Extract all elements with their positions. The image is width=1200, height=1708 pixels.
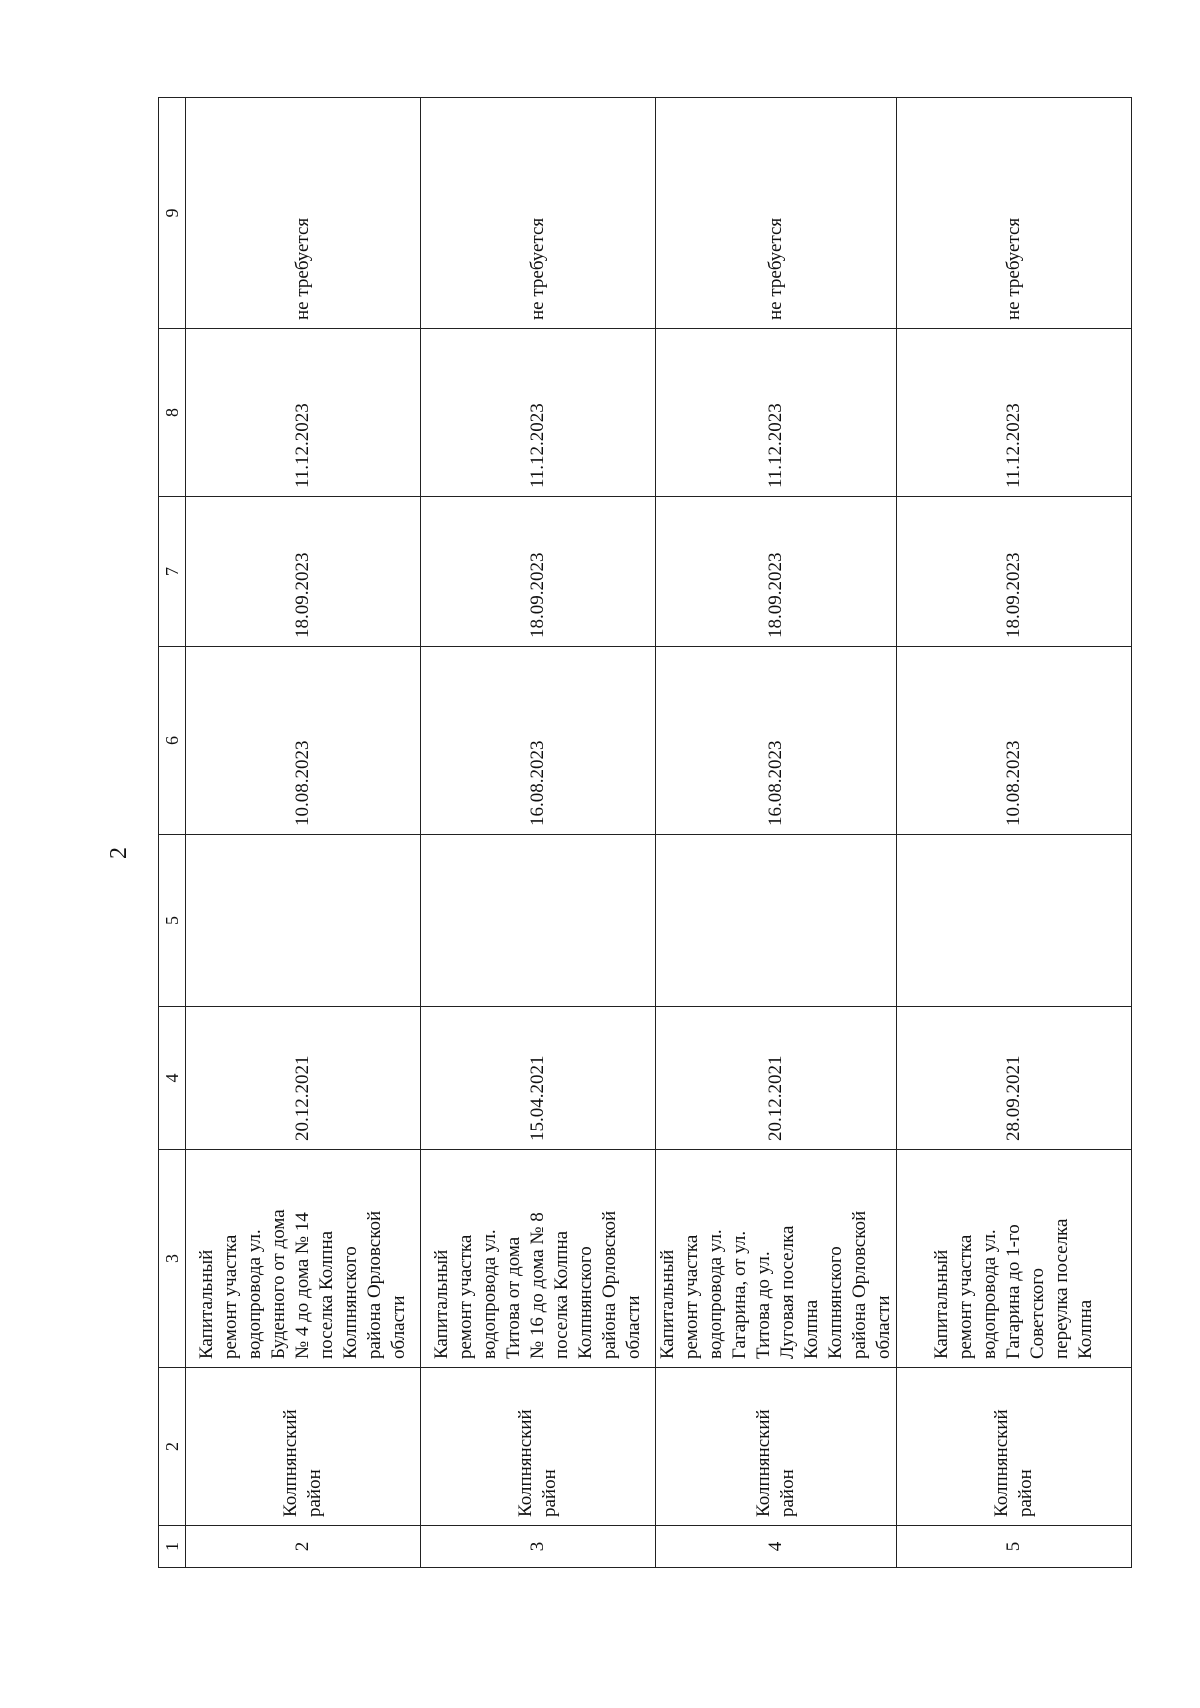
object-description-cell: Капитальный ремонт участка водопровода ул. Гагарина до 1-го Советского переулка поселка Колпна	[897, 1150, 1132, 1368]
note-cell: не требуется	[421, 98, 656, 329]
row-number: 4	[656, 1526, 897, 1568]
col5-cell	[897, 835, 1132, 1007]
date-col8-cell: 11.12.2023	[186, 329, 421, 497]
table-row	[656, 98, 897, 1568]
col5-cell	[656, 835, 897, 1007]
date-col4-cell: 20.12.2021	[656, 1007, 897, 1150]
header-cell-5: 5	[159, 835, 186, 1007]
header-cell-2: 2	[159, 1368, 186, 1526]
table-row	[897, 98, 1132, 1568]
district-cell: Колпнянский район	[421, 1368, 656, 1526]
header-cell-6: 6	[159, 647, 186, 835]
date-col7-cell: 18.09.2023	[656, 497, 897, 647]
header-cell-4: 4	[159, 1007, 186, 1150]
header-cell-7: 7	[159, 497, 186, 647]
note-cell: не требуется	[656, 98, 897, 329]
note-cell: не требуется	[897, 98, 1132, 329]
date-col4-cell: 20.12.2021	[186, 1007, 421, 1150]
date-col6-cell: 16.08.2023	[656, 647, 897, 835]
row-number: 2	[186, 1526, 421, 1568]
date-col6-cell: 10.08.2023	[897, 647, 1132, 835]
header-cell-8: 8	[159, 329, 186, 497]
object-description-cell: Капитальный ремонт участка водопровода ул. Буденного от дома № 4 до дома № 14 поселка Колпна Колпнянского района Орловской области	[186, 1150, 421, 1368]
row-number: 3	[421, 1526, 656, 1568]
repair-schedule-table	[158, 97, 1132, 1568]
header-cell-1: 1	[159, 1526, 186, 1568]
date-col8-cell: 11.12.2023	[656, 329, 897, 497]
date-col7-cell: 18.09.2023	[421, 497, 656, 647]
table-row	[186, 98, 421, 1568]
date-col6-cell: 10.08.2023	[186, 647, 421, 835]
date-col7-cell: 18.09.2023	[186, 497, 421, 647]
page-number: 2	[106, 847, 132, 859]
header-cell-9: 9	[159, 98, 186, 329]
district-cell: Колпнянский район	[186, 1368, 421, 1526]
district-cell: Колпнянский район	[897, 1368, 1132, 1526]
header-cell-3: 3	[159, 1150, 186, 1368]
table-container	[158, 98, 1128, 1568]
district-cell: Колпнянский район	[656, 1368, 897, 1526]
date-col4-cell: 28.09.2021	[897, 1007, 1132, 1150]
object-description-cell: Капитальный ремонт участка водопровода ул. Гагарина, от ул. Титова до ул. Луговая поселка Колпна Колпнянского района Орловской области	[656, 1150, 897, 1368]
row-number: 5	[897, 1526, 1132, 1568]
col5-cell	[186, 835, 421, 1007]
date-col4-cell: 15.04.2021	[421, 1007, 656, 1150]
date-col8-cell: 11.12.2023	[421, 329, 656, 497]
note-cell: не требуется	[186, 98, 421, 329]
date-col6-cell: 16.08.2023	[421, 647, 656, 835]
date-col8-cell: 11.12.2023	[897, 329, 1132, 497]
col5-cell	[421, 835, 656, 1007]
table-row	[421, 98, 656, 1568]
header-row	[159, 98, 186, 1568]
date-col7-cell: 18.09.2023	[897, 497, 1132, 647]
object-description-cell: Капитальный ремонт участка водопровода ул. Титова от дома № 16 до дома № 8 поселка Колпна Колпнянского района Орловской области	[421, 1150, 656, 1368]
